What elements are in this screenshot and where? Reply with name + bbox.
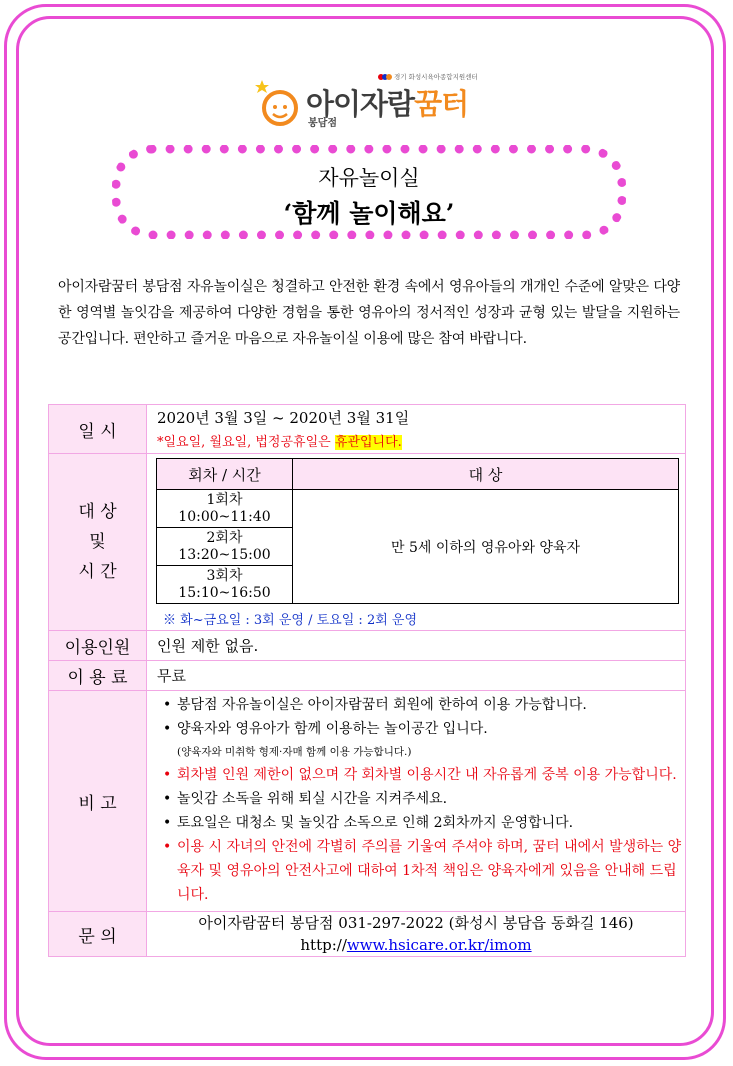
- session-slot: 2회차 13:20~15:00: [157, 528, 293, 566]
- list-item: • 회차별 인원 제한이 없으며 각 회차별 이용시간 내 자유롭게 중복 이용 가능합니다.: [163, 767, 677, 783]
- fee-value: 무료: [147, 661, 686, 691]
- title-box: [112, 145, 626, 239]
- intro-paragraph: 아이자람꿈터 봉담점 자유놀이실은 청결하고 안전한 환경 속에서 영유아들의 개개인 수준에 알맞은 다양한 영역별 놀잇감을 제공하여 다양한 경험을 통한 영유아의 정서적인 성장과 균형 있는 발달을 지원하는 공간입니다. 편안하고 즐거운 마음으로 자유놀이실 이용에 많은 참여 바랍니다.: [58, 279, 680, 347]
- brand-name: 아이자람꿈터: [306, 87, 469, 121]
- contact-url-line: http://www.hsicare.or.kr/imom: [300, 936, 532, 954]
- contact-info: 아이자람꿈터 봉담점 031-297-2022 (화성시 봉담읍 동화길 146): [198, 914, 634, 932]
- remarks-row: [49, 691, 686, 912]
- list-item: • 봉담점 자유놀이실은 아이자람꿈터 회원에 한하여 이용 가능합니다.: [163, 697, 587, 713]
- child-face-icon: [254, 80, 300, 126]
- session-column-header: 회차 / 시간: [157, 459, 293, 490]
- branch-name: 봉담점: [308, 118, 337, 129]
- title-line1: 자유놀이실: [318, 166, 420, 190]
- list-item: • 이용 시 자녀의 안전에 각별히 주의를 기울여 주셔야 하며, 꿈터 내에서 발생하는 양육자 및 영유아의 안전사고에 대하여 1차적 책임은 양육자에게 있음을 안내해 드립니다.: [163, 839, 682, 903]
- schedule-note: ※ 화~금요일 : 3회 운영 / 토요일 : 2회 운영: [163, 613, 418, 628]
- closed-highlight: 휴관입니다.: [334, 435, 402, 450]
- closed-notice: *일요일, 월요일, 법정공휴일은 휴관입니다.: [157, 435, 402, 450]
- target-row: [49, 454, 686, 631]
- session-slot: 3회차 15:10~16:50: [157, 566, 293, 604]
- capacity-label: 이용인원: [49, 631, 147, 661]
- list-item: • 양육자와 영유아가 함께 이용하는 놀이공간 입니다.: [163, 721, 488, 737]
- remarks-list: [157, 691, 685, 911]
- period-dates: 2020년 3월 3일 ~ 2020년 3월 31일: [157, 409, 410, 427]
- target-label: 대 상 및 시 간: [49, 454, 147, 631]
- period-row: [49, 405, 686, 454]
- list-item: • 토요일은 대청소 및 놀잇감 소독으로 인해 2회차까지 운영합니다.: [163, 815, 574, 831]
- session-slot: 1회차 10:00~11:40: [157, 490, 293, 528]
- capacity-value: 인원 제한 없음.: [147, 631, 686, 661]
- remarks-label: 비 고: [49, 691, 147, 912]
- target-text: 만 5세 이하의 영유아와 양육자: [293, 490, 679, 604]
- center-name: 경기 화성시육아종합지원센터: [378, 72, 478, 81]
- schedule-table: [156, 458, 679, 604]
- title-line2: ‘함께 놀이해요’: [283, 199, 455, 228]
- period-label: 일 시: [49, 405, 147, 454]
- contact-row: [49, 912, 686, 957]
- website-link[interactable]: www.hsicare.or.kr/imom: [346, 936, 532, 954]
- target-column-header: 대 상: [293, 459, 679, 490]
- center-logo-icon: [378, 73, 392, 81]
- list-item: • 놀잇감 소독을 위해 퇴실 시간을 지켜주세요.: [163, 791, 448, 807]
- fee-label: 이 용 료: [49, 661, 147, 691]
- capacity-row: [49, 631, 686, 661]
- info-table: [48, 404, 686, 957]
- fee-row: [49, 661, 686, 691]
- logo: [250, 64, 490, 130]
- contact-label: 문 의: [49, 912, 147, 957]
- list-item: (양육자와 미취학 형제·자매 함께 이용 가능합니다.): [177, 746, 412, 758]
